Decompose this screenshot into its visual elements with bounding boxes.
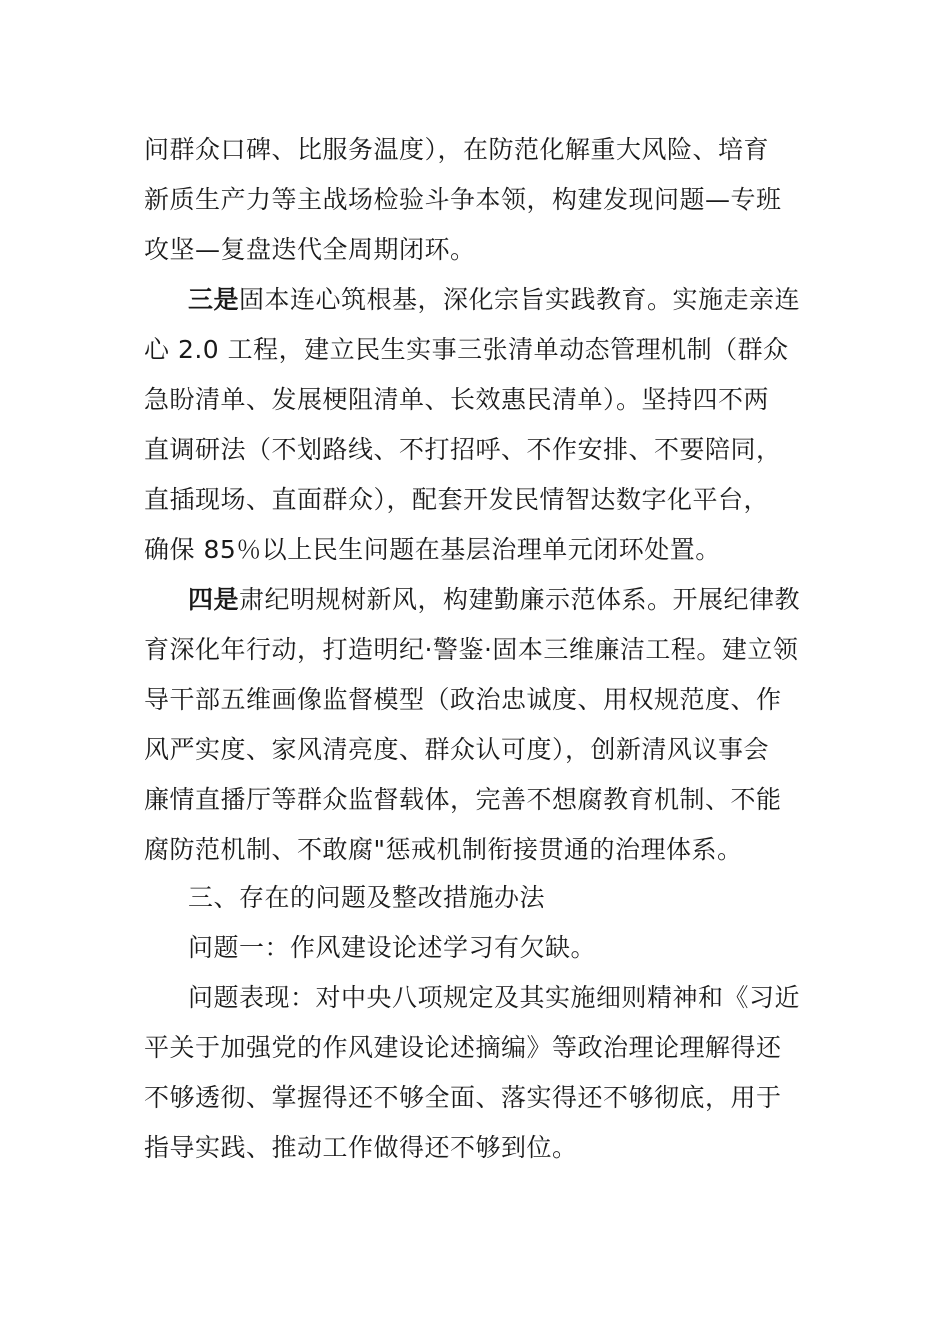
paragraph-line: 确保 85％以上民生问题在基层治理单元闭环处置。	[144, 535, 721, 564]
problem-heading: 问题一：作风建设论述学习有欠缺。	[188, 933, 597, 962]
paragraph-line: 心 2.0 工程，建立民生实事三张清单动态管理机制（群众	[144, 335, 789, 364]
paragraph-line: 直调研法（不划路线、不打招呼、不作安排、不要陪同，	[144, 435, 782, 464]
lead-phrase: 四是	[188, 585, 240, 614]
paragraph-line: 风严实度、家风清亮度、群众认可度），创新清风议事会	[144, 735, 770, 764]
paragraph-line: 问题表现：对中央八项规定及其实施细则精神和《习近	[188, 983, 801, 1012]
paragraph-line: 育深化年行动，打造明纪·警鉴·固本三维廉洁工程。建立领	[144, 635, 799, 664]
paragraph-line: 腐防范机制、不敢腐"惩戒机制衔接贯通的治理体系。	[144, 835, 743, 864]
paragraph-line: 新质生产力等主战场检验斗争本领，构建发现问题—专班	[144, 185, 782, 214]
paragraph-line: 不够透彻、掌握得还不够全面、落实得还不够彻底，用于	[144, 1083, 782, 1112]
section-heading: 三、存在的问题及整改措施办法	[188, 883, 546, 912]
paragraph-line: 导干部五维画像监督模型（政治忠诚度、用权规范度、作	[144, 685, 782, 714]
paragraph-line: 廉情直播厅等群众监督载体，完善不想腐教育机制、不能	[144, 785, 782, 814]
paragraph-line: 直插现场、直面群众），配套开发民情智达数字化平台，	[144, 485, 770, 514]
paragraph-line: 攻坚—复盘迭代全周期闭环。	[144, 235, 476, 264]
paragraph-line: 指导实践、推动工作做得还不够到位。	[144, 1133, 578, 1162]
lead-phrase: 三是	[188, 285, 240, 314]
paragraph-line: 问群众口碑、比服务温度），在防范化解重大风险、培育	[144, 135, 770, 164]
paragraph-line: 平关于加强党的作风建设论述摘编》等政治理论理解得还	[144, 1033, 782, 1062]
paragraph-line: 四是肃纪明规树新风，构建勤廉示范体系。开展纪律教	[188, 585, 801, 614]
paragraph-line: 三是固本连心筑根基，深化宗旨实践教育。实施走亲连	[188, 285, 801, 314]
paragraph-line: 急盼清单、发展梗阻清单、长效惠民清单）。坚持四不两	[144, 385, 770, 414]
